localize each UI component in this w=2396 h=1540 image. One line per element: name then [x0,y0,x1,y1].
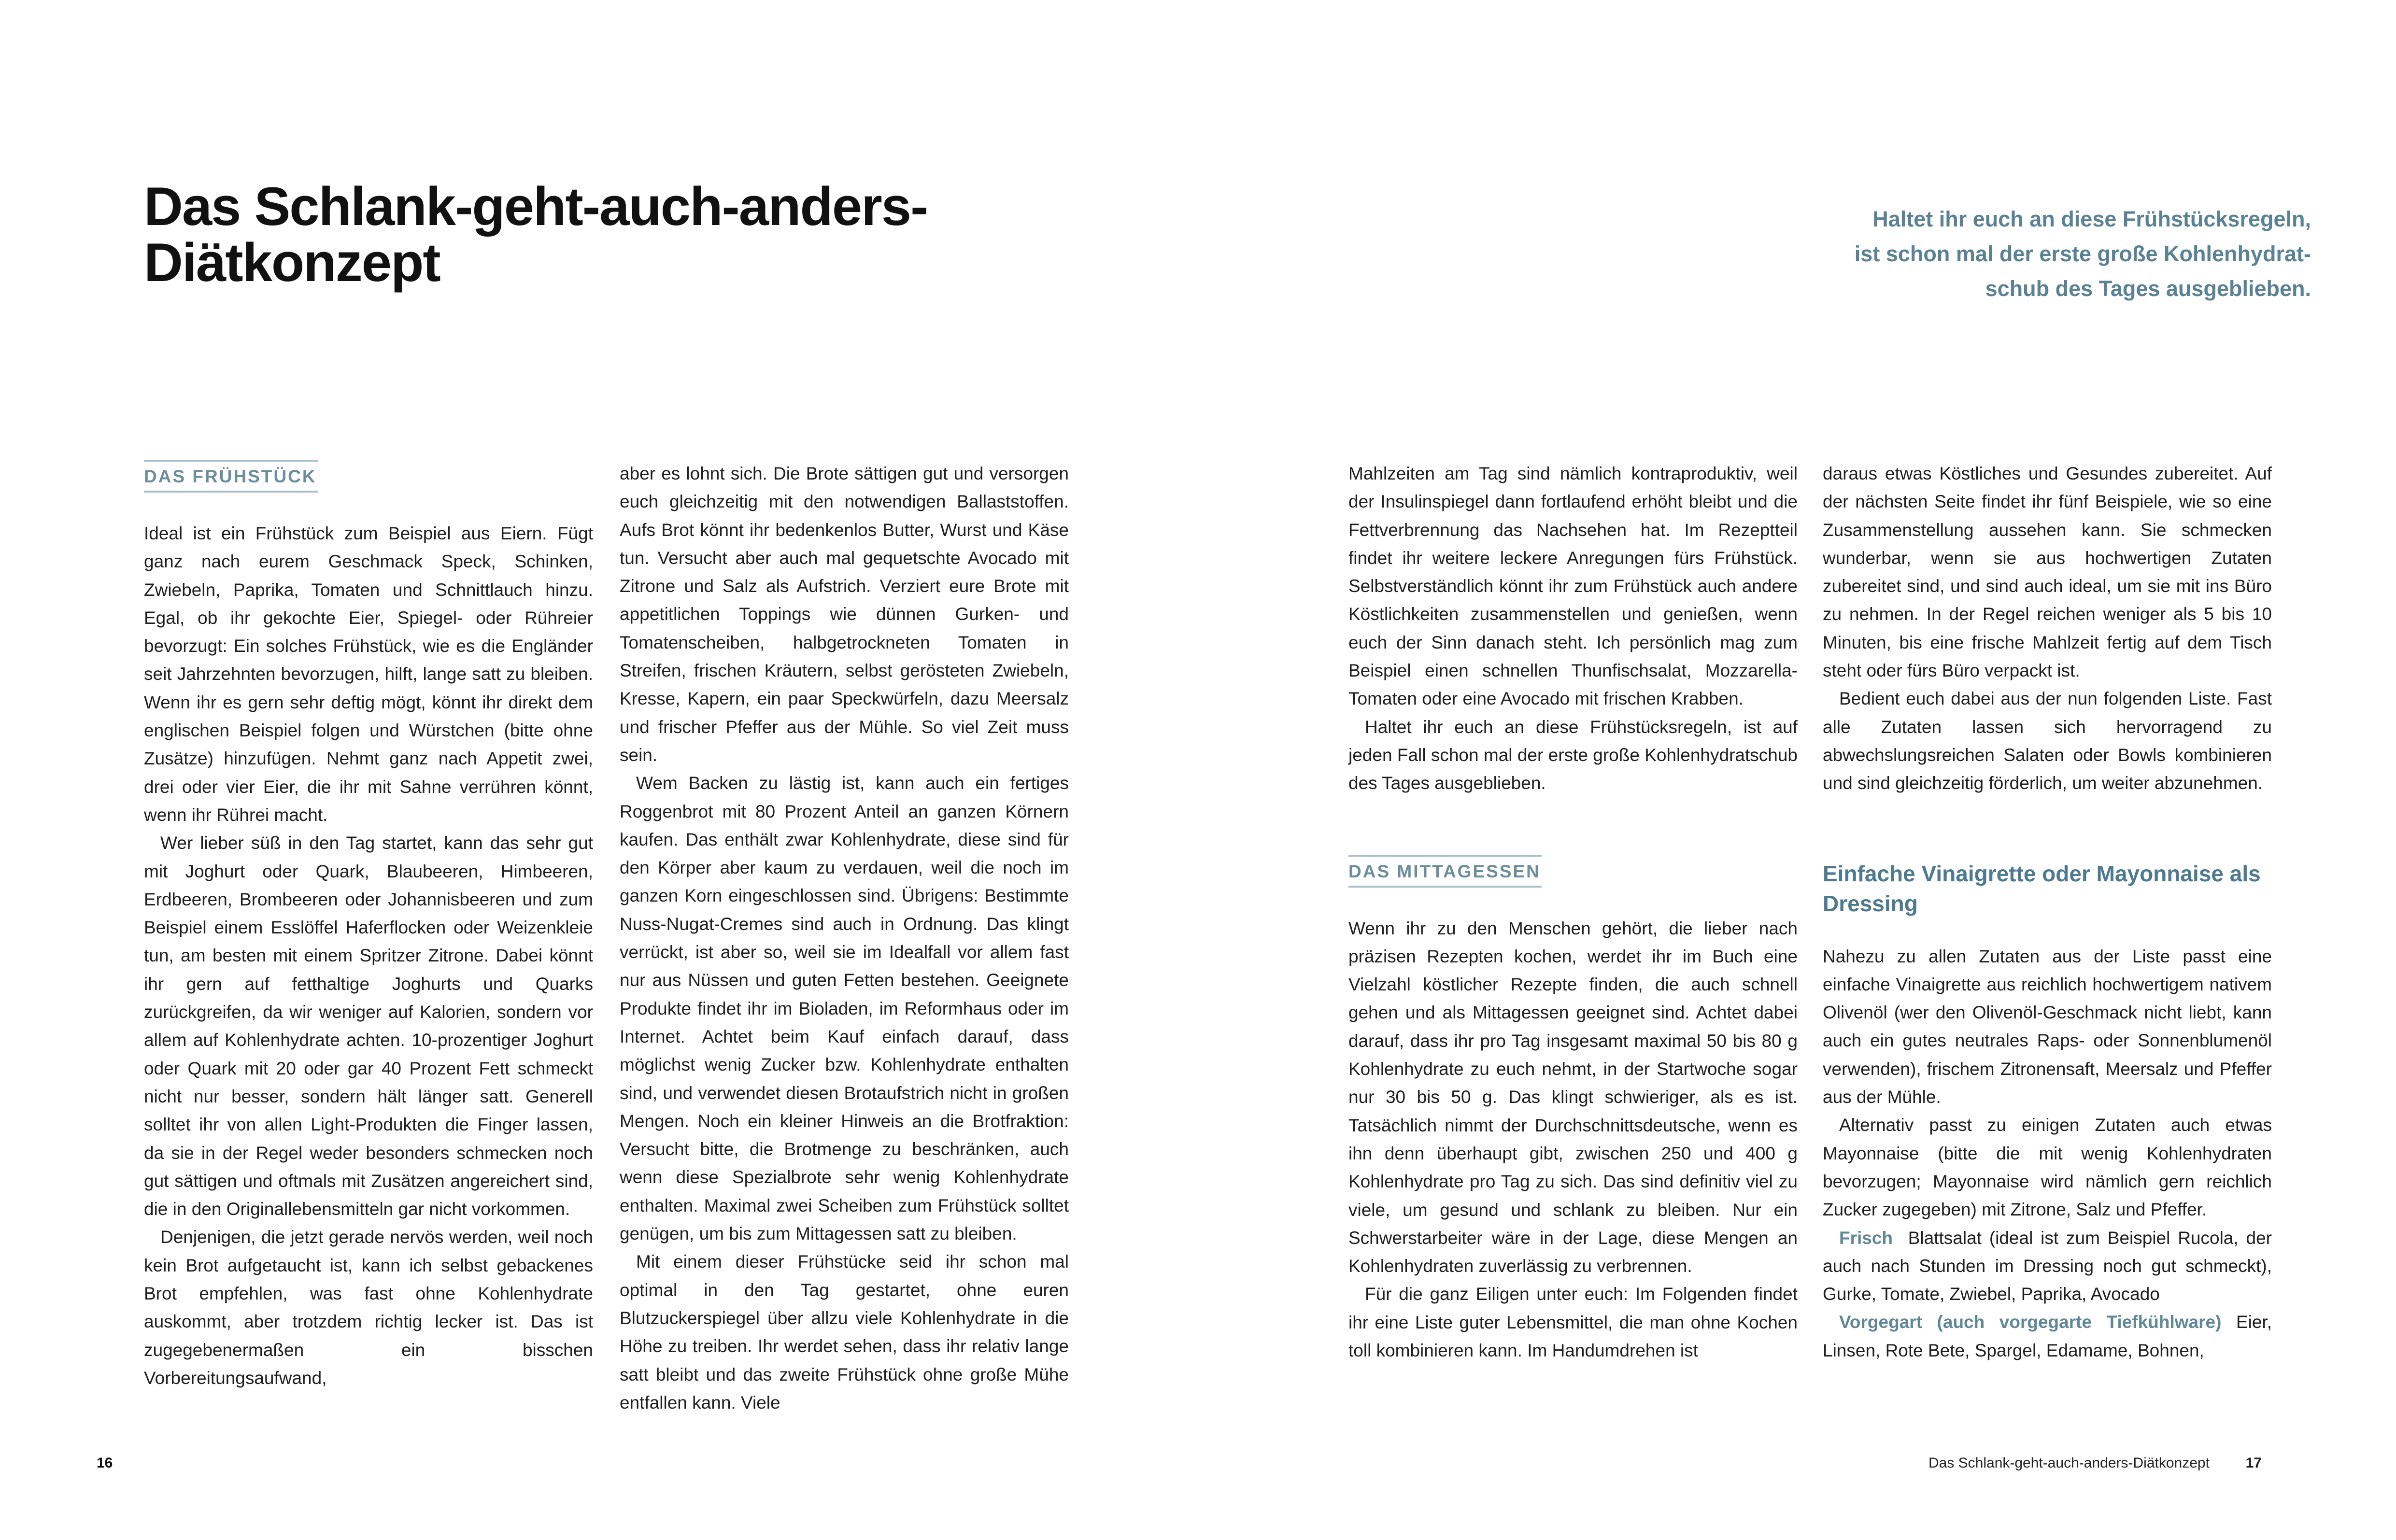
text-column-3 [1348,460,1798,1365]
paragraph: Wer lieber süß in den Tag startet, kann das sehr gut mit Joghurt oder Quark, Blaubeeren, Himbeeren, Erdbeeren, Brombeeren oder Johannisbeeren und zum Beispiel einem Esslöffel Haferflocken oder Weizenkleie tun, am besten mit einem Spritzer Zitrone. Dabei könnt ihr gern auf fetthaltige Joghurts und Quarks zurückgreifen, da wir weniger auf Kalorien, sondern vor allem auf Kohlenhydrate achten. 10-prozentiger Joghurt oder Quark mit 20 oder gar 40 Prozent Fett schmeckt nicht nur besser, sondern hält länger satt. Generell solltet ihr von allen Light-Produkten die Finger lassen, da sie in der Regel weder besonders schmecken noch gut sättigen und oftmals mit Zusätzen angereichert sind, die in den Originallebensmitteln gar nicht vorkommen. [144,833,593,1219]
text-column-4 [1823,460,2272,1365]
spacer [1823,918,2272,943]
paragraph: Mit einem dieser Frühstücke seid ihr schon mal optimal in den Tag gestartet, ohne euren Blutzuckerspiegel über allzu viele Kohlenhydrate in die Höhe zu treiben. Ihr werdet sehen, dass ihr relativ lange satt bleibt und das zweite Frühstück ohne große Mühe entfallen kann. Viele [620,1252,1069,1413]
list-label-frisch: Frisch [1839,1228,1893,1248]
paragraph: daraus etwas Köstliches und Gesundes zubereitet. Auf der nächsten Seite findet ihr fünf Beispiele, wie so eine Zusammenstellung aussehen kann. Sie schmecken wunderbar, wenn sie aus hochwertigen Zutaten zubereitet sind, und sind auch ideal, um sie mit ins Büro zu nehmen. In der Regel reichen weniger als 5 bis 10 Minuten, bis eine frische Mahlzeit fertig auf dem Tisch steht oder fürs Büro verpackt ist. [1823,464,2272,681]
spacer [144,493,593,520]
running-title: Das Schlank-geht-auch-anders-Diätkonzept [1928,1455,2210,1471]
list-label-vorgegart: Vorgegart (auch vorgegarte Tiefkühlware) [1839,1312,2222,1332]
page-number-right: 17 [2245,1455,2262,1471]
section-heading-mittagessen: DAS MITTAGESSEN [1348,855,1542,888]
paragraph [1823,1224,2272,1309]
pull-quote-line-1: Haltet ihr euch an diese Frühstücksregeln, [1872,207,2311,231]
page-number-left: 16 [97,1455,113,1471]
paragraph: Wenn ihr zu den Menschen gehört, die lieber nach präzisen Rezepten kochen, werdet ihr im Buch eine Vielzahl köstlicher Rezepte finden, die auch schnell gehen und als Mittagessen geeignet sind. Achtet dabei darauf, dass ihr pro Tag insgesamt maximal 50 bis 80 g Kohlenhydrate zu euch nehmt, in der Startwoche sogar nur 30 bis 50 g. Das klingt schwieriger, als es ist. Tatsächlich nimmt der Durchschnittsdeutsche, wenn es ihn denn überhaupt gibt, zwischen 250 und 400 g Kohlenhydrate pro Tag zu sich. Das sind definitiv viel zu viele, um gesund und schlank zu bleiben. Nur ein Schwerstarbeiter wäre in der Lage, diese Mengen an Kohlenhydraten zuverlässig zu verbrennen. [1348,918,1798,1276]
text-column-2 [620,460,1069,1417]
subheading-dressing: Einfache Vinaigrette oder Mayonnaise als Dressing [1823,861,2261,916]
page-title-line-2: Diätkonzept [144,232,440,293]
spacer [1348,798,1798,855]
paragraph: Mahlzeiten am Tag sind nämlich kontraproduktiv, weil der Insulinspiegel dann fortlaufend erhöht bleibt und die Fettverbrennung das Nachsehen hat. Im Rezeptteil findet ihr weitere leckere Anregungen fürs Frühstück. Selbstverständlich könnt ihr zum Frühstück auch andere Köstlichkeiten zusammenstellen und genießen, wenn euch der Sinn danach steht. Ich persönlich mag zum Beispiel einen schnellen Thunfischsalat, Mozzarella-Tomaten oder eine Avocado mit frischen Krabben. [1348,464,1798,709]
pull-quote-line-2: ist schon mal der erste große Kohlenhydrat- [1854,241,2311,266]
paragraph: Für die ganz Eiligen unter euch: Im Folgenden findet ihr eine Liste guter Lebensmittel, die man ohne Kochen toll kombinieren kann. Im Handumdrehen ist [1348,1284,1798,1361]
list-text-frisch: Blattsalat (ideal ist zum Beispiel Rucola, der auch nach Stunden im Dressing noch gut schmeckt), Gurke, Tomate, Zwiebel, Paprika, Avocado [1823,1228,2272,1304]
paragraph: Ideal ist ein Frühstück zum Beispiel aus Eiern. Fügt ganz nach eurem Geschmack Speck, Schinken, Zwiebeln, Paprika, Tomaten und Schnittlauch hinzu. Egal, ob ihr gekochte Eier, Spiegel- oder Rühreier bevorzugt: Ein solches Frühstück, wie es die Engländer seit Jahrzehnten bevorzugen, hilft, lange satt zu bleiben. Wenn ihr es gern sehr deftig mögt, könnt ihr direkt dem englischen Beispiel folgen und Würstchen (bitte ohne Zusätze) hinzufügen. Nehmt ganz nach Appetit zwei, drei oder vier Eier, die ihr mit Sahne verrühren könnt, wenn ihr Rührei macht. [144,523,593,825]
paragraph: Alternativ passt zu einigen Zutaten auch etwas Mayonnaise (bitte die mit wenig Kohlenhydraten bevorzugen; Mayonnaise wird nämlich gern reichlich Zucker zugegeben) mit Zitrone, Salz und Pfeffer. [1823,1115,2272,1220]
running-footer [1928,1454,2262,1473]
section-heading-fruehstueck: DAS FRÜHSTÜCK [144,460,318,493]
paragraph: Nahezu zu allen Zutaten aus der Liste passt eine einfache Vinaigrette aus reichlich hochwertigem nativem Olivenöl (wer den Olivenöl-Geschmack nicht liebt, kann auch ein gutes neutrales Raps- oder Sonnenblumenöl verwenden), frischem Zitronensaft, Meersalz und Pfeffer aus der Mühle. [1823,946,2272,1107]
page-title [144,176,1062,293]
text-column-1 [144,460,593,1392]
page-title-line-1: Das Schlank-geht-auch-anders- [144,176,928,237]
paragraph: Haltet ihr euch an diese Frühstücksregeln, ist auf jeden Fall schon mal der erste große Kohlenhydratschub des Tages ausgeblieben. [1348,717,1798,793]
paragraph [1823,1308,2272,1365]
pull-quote-line-3: schub des Tages ausgeblieben. [1985,276,2311,301]
list-text-vorgegart: Eier, Linsen, Rote Bete, Spargel, Edamame, Bohnen, [1823,1312,2272,1360]
paragraph: Denjenigen, die jetzt gerade nervös werden, weil noch kein Brot aufgetaucht ist, kann ich selbst gebackenes Brot empfehlen, was fast ohne Kohlenhydrate auskommt, aber trotzdem richtig lecker ist. Das ist zugegebenermaßen ein bisschen Vorbereitungsaufwand, [144,1227,593,1388]
spacer [1348,888,1798,915]
paragraph: aber es lohnt sich. Die Brote sättigen gut und versorgen euch gleichzeitig mit den notwendigen Ballaststoffen. Aufs Brot könnt ihr bedenkenlos Butter, Wurst und Käse tun. Versucht aber auch mal gequetschte Avocado mit Zitrone und Salz als Aufstrich. Verziert eure Brote mit appetitlichen Toppings wie dünnen Gurken- und Tomatenscheiben, halbgetrockneten Tomaten in Streifen, frischen Kräutern, selbst gerösteten Zwiebeln, Kresse, Kapern, ein paar Speckwürfeln, dazu Meersalz und frischer Pfeffer aus der Mühle. So viel Zeit muss sein. [620,464,1069,765]
spacer [1823,798,2272,859]
paragraph: Wem Backen zu lästig ist, kann auch ein fertiges Roggenbrot mit 80 Prozent Anteil an ganzen Körnern kaufen. Das enthält zwar Kohlenhydrate, diese sind für den Körper aber kaum zu verdauen, weil die noch im ganzen Korn eingeschlossen sind. Übrigens: Bestimmte Nuss-Nugat-Cremes sind auch in Ordnung. Das klingt verrückt, ist aber so, weil sie im Idealfall vor allem fast nur aus Nüssen und guten Fetten bestehen. Geeignete Produkte findet ihr im Bioladen, im Reformhaus oder im Internet. Achtet beim Kauf einfach darauf, dass möglichst wenig Zucker bzw. Kohlenhydrate enthalten sind, und verwendet diesen Brotaufstrich nicht in großen Mengen. Noch ein kleiner Hinweis an die Brotfraktion: Versucht bitte, die Brotmenge zu beschränken, auch wenn diese Spezialbrote sehr wenig Kohlenhydrate enthalten. Maximal zwei Scheiben zum Frühstück solltet genügen, um bis zum Mittagessen satt zu bleiben. [620,773,1069,1244]
pull-quote [1724,202,2311,306]
paragraph: Bedient euch dabei aus der nun folgenden Liste. Fast alle Zutaten lassen sich hervorragend zu abwechslungsreichen Salaten oder Bowls kombinieren und sind gleichzeitig förderlich, um weiter abzunehmen. [1823,689,2272,793]
